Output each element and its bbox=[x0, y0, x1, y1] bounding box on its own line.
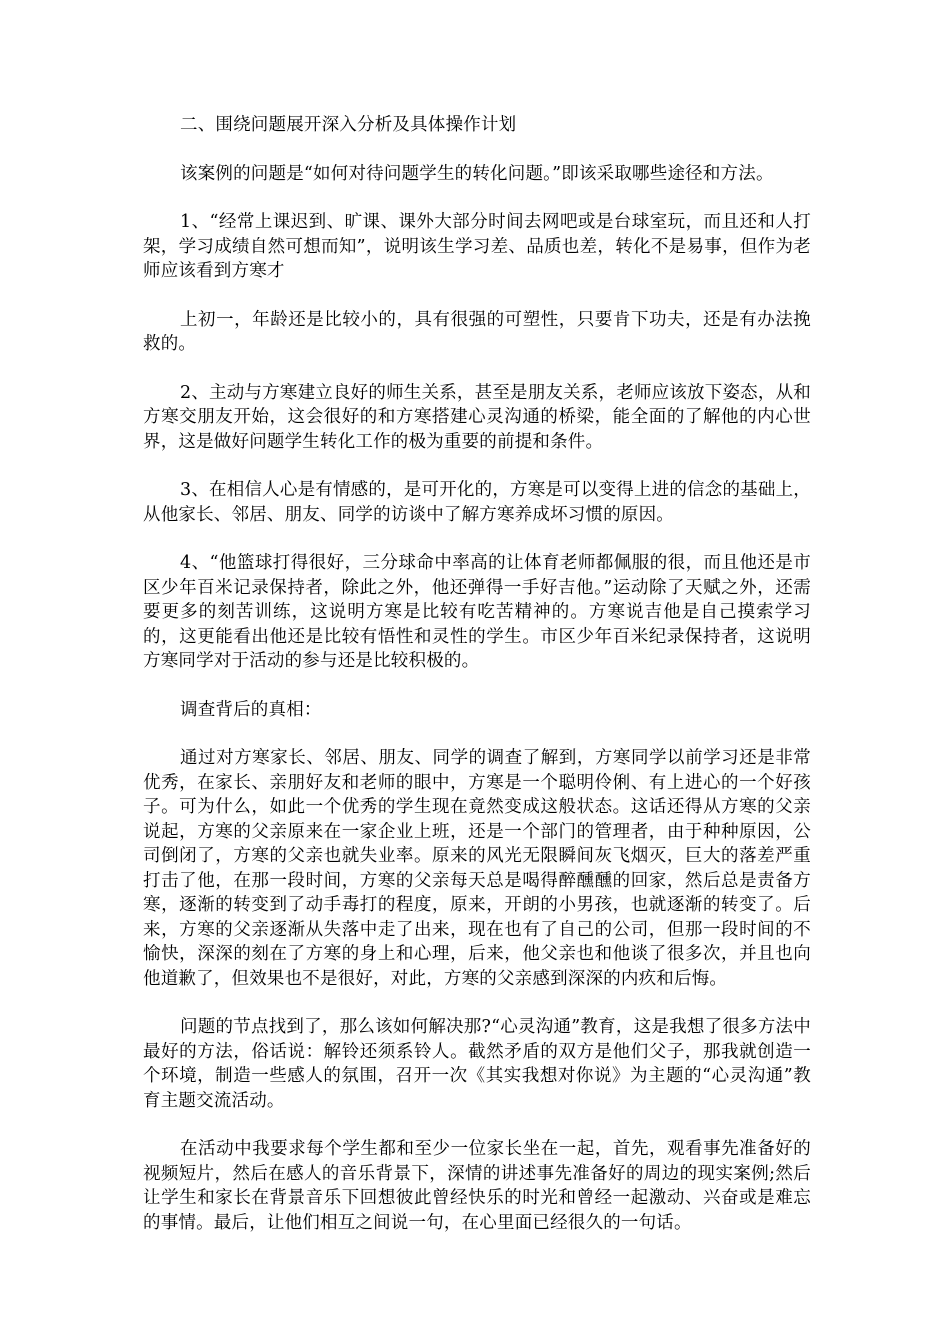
paragraph-point-1: 1、“经常上课迟到、旷课、课外大部分时间去网吧或是台球室玩，而且还和人打架，学习成绩自然可想而知”，说明该生学习差、品质也差，转化不是易事，但作为老师应该看到方寒才 bbox=[143, 212, 811, 281]
paragraph-investigation-findings: 通过对方寒家长、邻居、朋友、同学的调查了解到，方寒同学以前学习还是非常优秀，在家长、亲朋好友和老师的眼中，方寒是一个聪明伶俐、有上进心的一个好孩子。可为什么，如此一个优秀的学生现在竟然变成这般状态。这话还得从方寒的父亲说起，方寒的父亲原来在一家企业上班，还是一个部门的管理者，由于种种原因，公司倒闭了，方寒的父亲也就失业率。原来的风光无限瞬间灰飞烟灭，巨大的落差严重打击了他，在那一段时间，方寒的父亲每天总是喝得醉醺醺的回家，然后总是责备方寒，逐渐的转变到了动手毒打的程度，原来，开朗的小男孩，也就逐渐的转变了。后来，方寒的父亲逐渐从失落中走了出来，现在也有了自己的公司，但那一段时间的不愉快，深深的刻在了方寒的身上和心理，后来，他父亲也和他谈了很多次，并且也向他道歉了，但效果也不是很好，对此，方寒的父亲感到深深的内疚和后悔。 bbox=[143, 748, 811, 989]
paragraph-activity: 在活动中我要求每个学生都和至少一位家长坐在一起，首先，观看事先准备好的视频短片，然后在感人的音乐背景下，深情的讲述事先准备好的周边的现实案例;然后让学生和家长在背景音乐下回想彼此曾经快乐的时光和曾经一起激动、兴奋或是难忘的事情。最后，让他们相互之间说一句，在心里面已经很久的一句话。 bbox=[143, 1139, 811, 1233]
paragraph-case-question: 该案例的问题是“如何对待问题学生的转化问题。”即该采取哪些途径和方法。 bbox=[180, 163, 774, 184]
section-heading: 二、围绕问题展开深入分析及具体操作计划 bbox=[180, 115, 517, 135]
paragraph-point-3: 3、在相信人心是有情感的，是可开化的，方寒是可以变得上进的信念的基础上，从他家长、邻居、朋友、同学的访谈中了解方寒养成坏习惯的原因。 bbox=[143, 480, 811, 525]
paragraph-solution: 问题的节点找到了，那么该如何解决那?“心灵沟通”教育，这是我想了很多方法中最好的方法，俗话说：解铃还须系铃人。截然矛盾的双方是他们父子，那我就创造一个环境，制造一些感人的氛围，召开一次《其实我想对你说》为主题的“心灵沟通”教育主题交流活动。 bbox=[143, 1017, 811, 1111]
paragraph-point-2: 2、主动与方寒建立良好的师生关系，甚至是朋友关系，老师应该放下姿态，从和方寒交朋友开始，这会很好的和方寒搭建心灵沟通的桥梁，能全面的了解他的内心世界，这是做好问题学生转化工作的极为重要的前提和条件。 bbox=[143, 382, 811, 452]
paragraph-investigation-label: 调查背后的真相： bbox=[180, 699, 322, 720]
paragraph-point-4: 4、“他篮球打得很好，三分球命中率高的让体育老师都佩服的很，而且他还是市区少年百米记录保持者，除此之外，他还弹得一手好吉他。”运动除了天赋之外，还需要更多的刻苦训练，这说明方寒是比较有吃苦精神的。方寒说吉他是自己摸索学习的，这更能看出他还是比较有悟性和灵性的学生。市区少年百米纪录保持者，这说明方寒同学对于活动的参与还是比较积极的。 bbox=[143, 553, 811, 671]
paragraph-point-1-continued: 上初一，年龄还是比较小的，具有很强的可塑性，只要肯下功夫，还是有办法挽救的。 bbox=[143, 309, 811, 354]
document-body bbox=[143, 113, 811, 1259]
